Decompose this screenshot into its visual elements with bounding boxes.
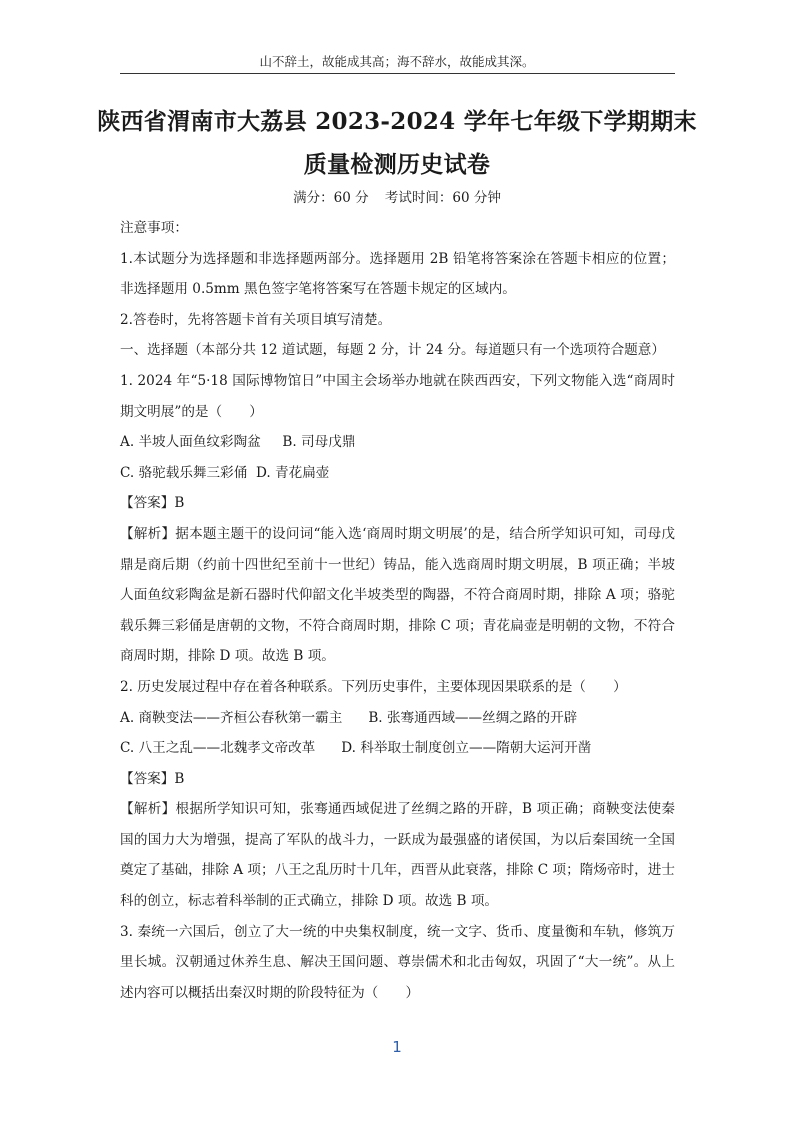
q1-analysis-label: 【解析】 [120, 525, 176, 542]
header-divider [120, 73, 675, 74]
q2-option-b: B. 张骞通西域——丝绸之路的开辟 [368, 709, 578, 726]
question-1-stem: 1. 2024 年“5·18 国际博物馆日”中国主会场举办地就在陕西西安，下列文物能入选“商周时期文明展”的是（ ） [120, 372, 675, 420]
q2-analysis-text: 根据所学知识可知，张骞通西域促进了丝绸之路的开辟，B 项正确；商鞅变法使秦国的国力大为增强，提高了军队的战斗力，一跃成为最强盛的诸侯国，为以后秦国统一全国奠定了基础，排除 A 项；八王之乱历时十几年，西晋从此衰落，排除 C 项；隋炀帝时，进士科的创立，标志着科举制的正式确立，排除 D 项。故选 B 项。 [120, 801, 676, 910]
q2-option-a: A. 商鞅变法——齐桓公春秋第一霸主 [120, 709, 343, 726]
question-1-analysis [120, 519, 675, 672]
page-number: 1 [392, 1038, 402, 1056]
section-1-heading: 一、选择题（本部分共 12 道试题，每题 2 分，计 24 分。每道题只有一个选项符合题意） [120, 342, 665, 359]
question-1-answer: 【答案】B [120, 495, 185, 512]
exam-time: 考试时间：60 分钟 [384, 190, 501, 206]
question-2-stem: 2. 历史发展过程中存在着各种联系。下列历史事件，主要体现因果联系的是（ ） [120, 678, 627, 695]
note-1: 1.本试题分为选择题和非选择题两部分。选择题用 2B 铅笔将答案涂在答题卡相应的位置；非选择题用 0.5mm 黑色签字笔将答案写在答题卡规定的区域内。 [120, 250, 675, 298]
question-1-options-ab [120, 427, 675, 458]
header-motto: 山不辞土，故能成其高；海不辞水，故能成其深。 [259, 54, 535, 69]
q1-option-a: A. 半坡人面鱼纹彩陶盆 [120, 434, 261, 451]
question-2-analysis [120, 794, 675, 916]
question-2-options-ab [120, 703, 675, 734]
question-3-stem: 3. 秦统一六国后，创立了大一统的中央集权制度，统一文字、货币、度量衡和车轨，修筑万里长城。汉朝通过休养生息、解决王国问题、尊崇儒术和北击匈奴，巩固了“大一统”。从上述内容可以概括出秦汉时期的阶段特征为（ ） [120, 923, 675, 1001]
question-2-options-cd [120, 733, 675, 764]
document-body [120, 213, 675, 1008]
q1-option-b: B. 司母戊鼎 [282, 434, 356, 451]
q1-analysis-text: 据本题主题干的设问词“能入选‘商周时期文明展’的是，结合所学知识可知，司母戊鼎是商后期（约前十四世纪至前十一世纪）铸品，能入选商周时期文明展，B 项正确；半坡人面鱼纹彩陶盆是新石器时代仰韶文化半坡类型的陶器，不符合商周时期，排除 A 项；骆驼载乐舞三彩俑是唐朝的文物，不符合商周时期，排除 C 项；青花扁壶是明朝的文物，不符合商周时期，排除 D 项。故选 B 项。 [120, 525, 675, 665]
q2-option-c: C. 八王之乱——北魏孝文帝改革 [120, 740, 316, 757]
q2-option-d: D. 科举取士制度创立——隋朝大运河开凿 [341, 740, 592, 757]
note-2: 2.答卷时，先将答题卡首有关项目填写清楚。 [120, 311, 392, 328]
full-score: 满分：60 分 [293, 190, 369, 206]
document-title-line1: 陕西省渭南市大荔县 2023-2024 学年七年级下学期期末 [97, 108, 697, 135]
notes-heading: 注意事项： [120, 220, 188, 236]
q1-option-d: D. 青花扁壶 [255, 464, 330, 481]
q2-analysis-label: 【解析】 [120, 801, 176, 818]
question-1-options-cd [120, 458, 675, 489]
exam-meta [0, 186, 794, 206]
document-title-line2: 质量检测历史试卷 [303, 151, 491, 178]
q1-option-c: C. 骆驼载乐舞三彩俑 [120, 464, 248, 481]
question-2-answer: 【答案】B [120, 770, 185, 787]
